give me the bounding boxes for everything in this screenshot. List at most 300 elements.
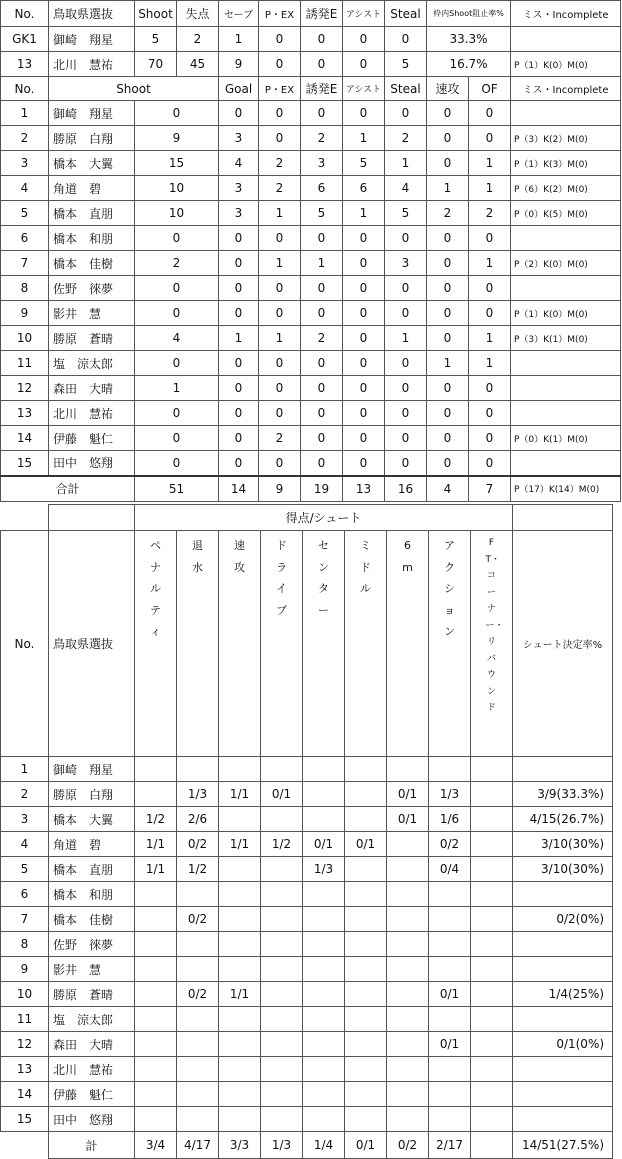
shot-value [387, 1057, 429, 1082]
player-shoot: 0 [135, 351, 219, 376]
player-pex: 0 [259, 401, 301, 426]
player-shoot: 0 [135, 101, 219, 126]
shot-value [135, 1082, 177, 1107]
shot-player-name: 伊藤 魁仁 [49, 1082, 135, 1107]
player-miss [511, 276, 621, 301]
player-pex: 0 [259, 351, 301, 376]
shot-value: 1/3 [177, 782, 219, 807]
shot-value [219, 907, 261, 932]
shot-rate: 3/10(30%) [513, 832, 613, 857]
shot-value [345, 957, 387, 982]
shot-value: 0/2 [177, 907, 219, 932]
player-fast: 0 [427, 276, 469, 301]
table-row [1, 401, 621, 426]
shot-value [471, 1057, 513, 1082]
shot-value [303, 957, 345, 982]
player-assist: 1 [343, 201, 385, 226]
gk-save-rate: 16.7% [427, 52, 511, 77]
player-miss: P（0）K(5）M(0) [511, 201, 621, 226]
gk-save: 1 [219, 27, 259, 52]
shot-value [135, 907, 177, 932]
gk-conceded: 2 [177, 27, 219, 52]
shot-row [1, 982, 613, 1007]
shot-rate: 3/10(30%) [513, 857, 613, 882]
shot-player-name: 北川 慧祐 [49, 1057, 135, 1082]
player-of: 1 [469, 176, 511, 201]
player-steal: 1 [385, 151, 427, 176]
shot-value [471, 832, 513, 857]
shot-value [303, 932, 345, 957]
shot-value: 1/2 [177, 857, 219, 882]
field-header-row [1, 77, 621, 101]
player-provoke: 2 [301, 326, 343, 351]
player-pex: 2 [259, 426, 301, 451]
gk-header-row [1, 1, 621, 27]
player-of: 0 [469, 101, 511, 126]
table-row [1, 351, 621, 376]
player-provoke: 0 [301, 101, 343, 126]
shot-value [135, 957, 177, 982]
player-no: 13 [1, 401, 49, 426]
shot-player-name: 影井 慧 [49, 957, 135, 982]
blank-cell [1, 505, 49, 531]
shot-value [177, 1107, 219, 1132]
shot-rate [513, 1057, 613, 1082]
col-pex: P・EX [259, 77, 301, 101]
shot-value [177, 1032, 219, 1057]
player-pex: 0 [259, 301, 301, 326]
shot-value: 1/6 [429, 807, 471, 832]
player-no: 15 [1, 451, 49, 476]
col-no: No. [1, 1, 49, 27]
shot-total-value: 3/3 [219, 1132, 261, 1159]
total-goal: 14 [219, 476, 259, 502]
col-fastbreak: 速攻 [427, 77, 469, 101]
col-provoke: 誘発E [301, 1, 343, 27]
player-steal: 0 [385, 451, 427, 476]
player-steal: 0 [385, 226, 427, 251]
gk-steal: 5 [385, 52, 427, 77]
shot-value [303, 757, 345, 782]
shot-row [1, 1032, 613, 1057]
shot-player-no: 14 [1, 1082, 49, 1107]
shot-value [471, 982, 513, 1007]
total-row [1, 476, 621, 502]
player-assist: 0 [343, 226, 385, 251]
col-miss: ミス・Incomplete [511, 77, 621, 101]
gk-row [1, 52, 621, 77]
shot-col-fastbreak: 速攻 [219, 531, 261, 757]
player-shoot: 0 [135, 401, 219, 426]
col-team: 鳥取県選抜 [49, 1, 135, 27]
player-no: 1 [1, 101, 49, 126]
table-row [1, 326, 621, 351]
shot-value [261, 1007, 303, 1032]
player-goal: 0 [219, 226, 259, 251]
shot-value [261, 1082, 303, 1107]
shot-col-team: 鳥取県選抜 [49, 531, 135, 757]
shot-value: 1/1 [219, 982, 261, 1007]
blank-cell [49, 505, 135, 531]
shot-value [177, 882, 219, 907]
player-assist: 0 [343, 301, 385, 326]
shot-value: 0/1 [429, 982, 471, 1007]
shot-value: 1/1 [135, 832, 177, 857]
gk-conceded: 45 [177, 52, 219, 77]
player-stats-table [0, 0, 621, 502]
player-goal: 0 [219, 276, 259, 301]
shot-row [1, 832, 613, 857]
shot-value [345, 857, 387, 882]
total-label: 合計 [1, 476, 135, 502]
col-provoke: 誘発E [301, 77, 343, 101]
shot-value [303, 1007, 345, 1032]
shot-total-value: 4/17 [177, 1132, 219, 1159]
player-fast: 0 [427, 376, 469, 401]
gk-shoot: 5 [135, 27, 177, 52]
total-miss: P（17）K(14）M(0) [511, 476, 621, 502]
player-no: 8 [1, 276, 49, 301]
player-miss: P（3）K(1）M(0) [511, 326, 621, 351]
player-of: 0 [469, 226, 511, 251]
shot-value [345, 1007, 387, 1032]
player-provoke: 0 [301, 401, 343, 426]
shot-value [387, 1007, 429, 1032]
player-assist: 0 [343, 376, 385, 401]
shot-title-row [1, 505, 613, 531]
player-steal: 0 [385, 401, 427, 426]
player-no: 9 [1, 301, 49, 326]
shot-value: 0/4 [429, 857, 471, 882]
gk-row [1, 27, 621, 52]
player-shoot: 4 [135, 326, 219, 351]
shot-value [471, 807, 513, 832]
gk-pex: 0 [259, 52, 301, 77]
player-provoke: 2 [301, 126, 343, 151]
shot-value: 0/1 [429, 1032, 471, 1057]
player-of: 0 [469, 301, 511, 326]
player-fast: 2 [427, 201, 469, 226]
player-name: 御崎 翔星 [49, 101, 135, 126]
shot-player-no: 12 [1, 1032, 49, 1057]
player-shoot: 2 [135, 251, 219, 276]
shot-value [303, 982, 345, 1007]
player-fast: 0 [427, 251, 469, 276]
shot-player-name: 勝原 蒼晴 [49, 982, 135, 1007]
player-miss: P（2）K(0）M(0) [511, 251, 621, 276]
shot-value [219, 1107, 261, 1132]
shot-row [1, 857, 613, 882]
player-name: 橋本 直朋 [49, 201, 135, 226]
col-shoot: Shoot [135, 1, 177, 27]
col-conceded: 失点 [177, 1, 219, 27]
col-of: OF [469, 77, 511, 101]
shot-value [429, 907, 471, 932]
player-miss: P（0）K(1）M(0) [511, 426, 621, 451]
shot-player-name: 塩 涼太郎 [49, 1007, 135, 1032]
shot-value [471, 882, 513, 907]
player-fast: 1 [427, 351, 469, 376]
shot-value [219, 1032, 261, 1057]
shot-value [387, 832, 429, 857]
shot-value [471, 907, 513, 932]
player-provoke: 0 [301, 451, 343, 476]
player-pex: 1 [259, 201, 301, 226]
shot-value [471, 1082, 513, 1107]
col-no: No. [1, 77, 49, 101]
shot-player-no: 2 [1, 782, 49, 807]
shot-total-value: 1/4 [303, 1132, 345, 1159]
shot-value [345, 1082, 387, 1107]
player-assist: 0 [343, 351, 385, 376]
player-miss [511, 226, 621, 251]
gk-save: 9 [219, 52, 259, 77]
player-goal: 3 [219, 176, 259, 201]
player-name: 伊藤 魁仁 [49, 426, 135, 451]
player-name: 橋本 大翼 [49, 151, 135, 176]
shot-value [345, 932, 387, 957]
gk-name: 御崎 翔星 [49, 27, 135, 52]
shot-player-name: 橋本 大翼 [49, 807, 135, 832]
gk-assist: 0 [343, 52, 385, 77]
shot-player-name: 田中 悠翔 [49, 1107, 135, 1132]
player-fast: 0 [427, 426, 469, 451]
shot-value [387, 857, 429, 882]
player-steal: 4 [385, 176, 427, 201]
gk-provoke: 0 [301, 52, 343, 77]
player-goal: 4 [219, 151, 259, 176]
shot-value [135, 1057, 177, 1082]
shot-value [387, 1107, 429, 1132]
shot-value: 1/1 [219, 832, 261, 857]
shot-value [219, 857, 261, 882]
col-goal: Goal [219, 77, 259, 101]
shot-value [135, 757, 177, 782]
shot-value [219, 807, 261, 832]
player-goal: 0 [219, 251, 259, 276]
shot-value [219, 957, 261, 982]
shot-col-6m: 6m [387, 531, 429, 757]
col-assist: アシスト [343, 77, 385, 101]
shot-value [135, 1032, 177, 1057]
total-steal: 16 [385, 476, 427, 502]
player-shoot: 0 [135, 451, 219, 476]
player-shoot: 1 [135, 376, 219, 401]
shot-value [261, 957, 303, 982]
shot-rate: 0/2(0%) [513, 907, 613, 932]
gk-miss [511, 27, 621, 52]
shot-value [261, 982, 303, 1007]
table-row [1, 426, 621, 451]
shot-value [429, 1057, 471, 1082]
shot-value [219, 1082, 261, 1107]
shot-value [387, 1032, 429, 1057]
shot-row [1, 1007, 613, 1032]
shot-value: 0/1 [387, 782, 429, 807]
player-name: 橋本 和朋 [49, 226, 135, 251]
shot-row [1, 1082, 613, 1107]
player-fast: 0 [427, 301, 469, 326]
player-name: 影井 慧 [49, 301, 135, 326]
player-shoot: 0 [135, 276, 219, 301]
shot-rate: 1/4(25%) [513, 982, 613, 1007]
shot-value [219, 932, 261, 957]
shot-value [345, 1032, 387, 1057]
player-assist: 0 [343, 401, 385, 426]
player-fast: 1 [427, 176, 469, 201]
gk-no: 13 [1, 52, 49, 77]
player-provoke: 0 [301, 376, 343, 401]
shot-header-row [1, 531, 613, 757]
shot-value [429, 882, 471, 907]
shot-row [1, 782, 613, 807]
shot-player-no: 13 [1, 1057, 49, 1082]
player-steal: 0 [385, 426, 427, 451]
player-of: 1 [469, 351, 511, 376]
player-name: 角道 碧 [49, 176, 135, 201]
shot-value [429, 1107, 471, 1132]
shot-value [261, 882, 303, 907]
shot-col-middle: ミドル [345, 531, 387, 757]
col-pex: P・EX [259, 1, 301, 27]
col-steal: Steal [385, 77, 427, 101]
player-fast: 0 [427, 401, 469, 426]
shot-player-no: 10 [1, 982, 49, 1007]
shot-value: 0/1 [303, 832, 345, 857]
player-steal: 0 [385, 101, 427, 126]
player-provoke: 0 [301, 276, 343, 301]
col-miss: ミス・Incomplete [511, 1, 621, 27]
shot-total-value: 2/17 [429, 1132, 471, 1159]
shot-value [345, 982, 387, 1007]
shot-row [1, 957, 613, 982]
player-pex: 2 [259, 151, 301, 176]
shot-total-value: 3/4 [135, 1132, 177, 1159]
shot-value [345, 757, 387, 782]
player-shoot: 15 [135, 151, 219, 176]
shot-value: 2/6 [177, 807, 219, 832]
shot-total-label: 計 [49, 1132, 135, 1159]
player-assist: 0 [343, 251, 385, 276]
total-assist: 13 [343, 476, 385, 502]
gk-pex: 0 [259, 27, 301, 52]
shot-value [387, 957, 429, 982]
table-row [1, 126, 621, 151]
table-row [1, 451, 621, 476]
shot-rate: 3/9(33.3%) [513, 782, 613, 807]
gk-shoot: 70 [135, 52, 177, 77]
player-pex: 0 [259, 376, 301, 401]
player-fast: 0 [427, 151, 469, 176]
player-goal: 3 [219, 126, 259, 151]
player-miss: P（1）K(3）M(0) [511, 151, 621, 176]
blank-cell [513, 505, 613, 531]
player-provoke: 0 [301, 426, 343, 451]
shot-row [1, 1057, 613, 1082]
shot-value [261, 932, 303, 957]
player-of: 1 [469, 326, 511, 351]
shot-col-penalty: ペナルティ [135, 531, 177, 757]
player-goal: 0 [219, 376, 259, 401]
col-save-rate: 枠内Shoot阻止率% [427, 1, 511, 27]
shot-value [135, 982, 177, 1007]
shot-value [345, 1107, 387, 1132]
shot-value [303, 782, 345, 807]
shot-player-name: 角道 碧 [49, 832, 135, 857]
table-row [1, 151, 621, 176]
table-row [1, 226, 621, 251]
player-pex: 0 [259, 451, 301, 476]
shot-col-no: No. [1, 531, 49, 757]
shot-value: 1/1 [219, 782, 261, 807]
shot-col-ft-corner: FT・コーナー・リバウンド [471, 531, 513, 757]
shot-player-no: 1 [1, 757, 49, 782]
shot-value [471, 782, 513, 807]
player-provoke: 0 [301, 226, 343, 251]
player-steal: 0 [385, 351, 427, 376]
player-no: 14 [1, 426, 49, 451]
gk-provoke: 0 [301, 27, 343, 52]
shot-value [303, 882, 345, 907]
player-miss: P（3）K(2）M(0) [511, 126, 621, 151]
shot-value [303, 807, 345, 832]
player-name: 橋本 佳樹 [49, 251, 135, 276]
shot-value [177, 932, 219, 957]
player-of: 1 [469, 151, 511, 176]
player-pex: 0 [259, 226, 301, 251]
player-pex: 0 [259, 126, 301, 151]
player-miss: P（1）K(0）M(0) [511, 301, 621, 326]
shot-value: 0/2 [177, 982, 219, 1007]
shot-total-rate: 14/51(27.5%) [513, 1132, 613, 1159]
gk-no: GK1 [1, 27, 49, 52]
table-row [1, 101, 621, 126]
total-provoke: 19 [301, 476, 343, 502]
shot-value [387, 907, 429, 932]
player-provoke: 0 [301, 351, 343, 376]
player-no: 11 [1, 351, 49, 376]
shot-total-value [471, 1132, 513, 1159]
player-of: 0 [469, 401, 511, 426]
shot-value [345, 882, 387, 907]
shot-value [135, 882, 177, 907]
player-of: 1 [469, 251, 511, 276]
shot-player-name: 御崎 翔星 [49, 757, 135, 782]
shot-player-name: 佐野 徠夢 [49, 932, 135, 957]
shot-value [303, 907, 345, 932]
shot-rate: 0/1(0%) [513, 1032, 613, 1057]
gk-name: 北川 慧祐 [49, 52, 135, 77]
shot-value [177, 1007, 219, 1032]
shot-value [471, 1107, 513, 1132]
player-no: 10 [1, 326, 49, 351]
shot-player-name: 勝原 白翔 [49, 782, 135, 807]
shot-player-name: 橋本 佳樹 [49, 907, 135, 932]
shot-value: 1/3 [429, 782, 471, 807]
total-fast: 4 [427, 476, 469, 502]
player-name: 森田 大晴 [49, 376, 135, 401]
shot-value [387, 932, 429, 957]
shot-value: 1/3 [303, 857, 345, 882]
player-assist: 0 [343, 326, 385, 351]
player-name: 塩 涼太郎 [49, 351, 135, 376]
player-shoot: 0 [135, 301, 219, 326]
player-name: 勝原 蒼晴 [49, 326, 135, 351]
shot-value [429, 1082, 471, 1107]
player-steal: 0 [385, 276, 427, 301]
total-pex: 9 [259, 476, 301, 502]
shot-value [177, 1082, 219, 1107]
